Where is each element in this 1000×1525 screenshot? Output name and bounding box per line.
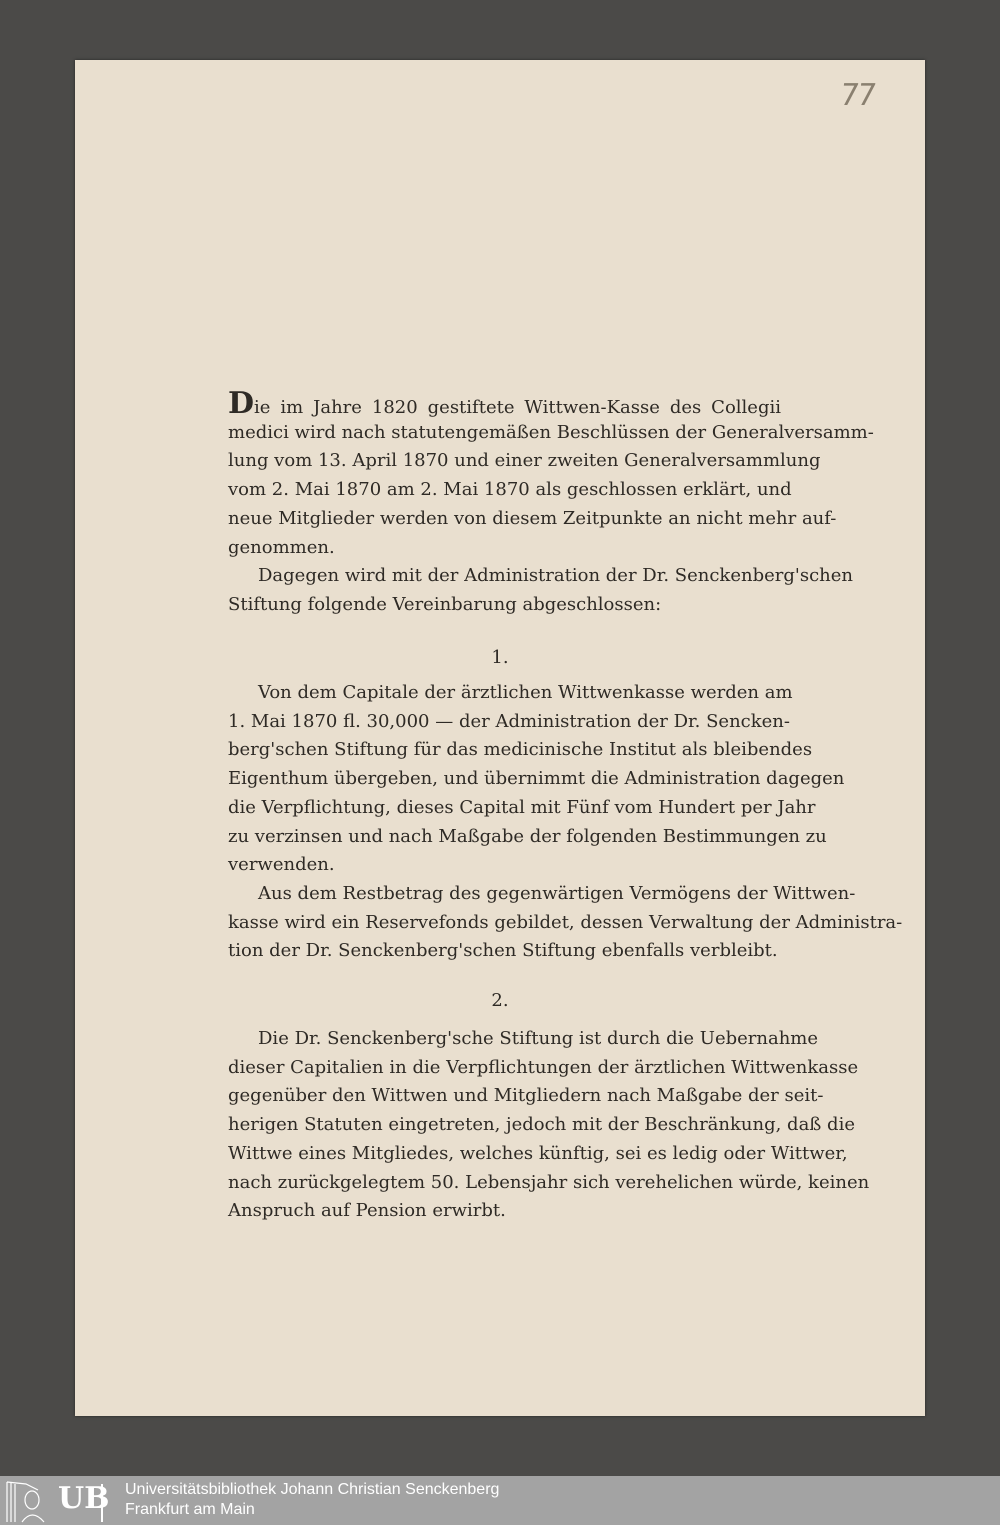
- paragraph-section-2-line: Die Dr. Senckenberg'sche Stiftung ist durch die Uebernahme: [258, 1028, 819, 1049]
- paragraph-section-2-line: herigen Statuten eingetreten, jedoch mit der Beschränkung, daß die: [228, 1114, 855, 1136]
- paragraph-intro-line: medici wird nach statutengemäßen Beschlüssen der Generalversamm-: [228, 421, 874, 443]
- paragraph-section-1-line: 1. Mai 1870 fl. 30,000 — der Administration der Dr. Sencken-: [228, 710, 790, 732]
- paragraph-section-2-line: Anspruch auf Pension erwirbt.: [228, 1200, 506, 1222]
- paragraph-section-1-line: verwenden.: [228, 854, 335, 876]
- paragraph-agreement-line: Stiftung folgende Vereinbarung abgeschlossen:: [228, 593, 662, 615]
- paragraph-section-2-line: dieser Capitalien in die Verpflichtungen der ärztlichen Wittwenkasse: [228, 1056, 859, 1078]
- paragraph-reserve-fund-line: tion der Dr. Senckenberg'schen Stiftung ebenfalls verbleibt.: [228, 940, 778, 962]
- paragraph-section-1-line: die Verpflichtung, dieses Capital mit Fünf vom Hundert per Jahr: [228, 796, 816, 818]
- paragraph-reserve-fund-line: Aus dem Restbetrag des gegenwärtigen Vermögens der Wittwen-: [258, 883, 856, 904]
- paragraph-intro-line: vom 2. Mai 1870 am 2. Mai 1870 als geschlossen erklärt, und: [228, 479, 792, 501]
- paragraph-section-1-line: Von dem Capitale der ärztlichen Wittwenkasse werden am: [258, 682, 793, 703]
- paragraph-agreement-line: Dagegen wird mit der Administration der Dr. Senckenberg'schen: [258, 565, 853, 586]
- drop-cap: D: [228, 386, 255, 421]
- paragraph-section-1-line: Eigenthum übergeben, und übernimmt die Administration dagegen: [228, 768, 845, 790]
- library-footer: [0, 1476, 1000, 1525]
- section-number-2: 2.: [491, 990, 509, 1011]
- paragraph-intro-line: genommen.: [228, 536, 335, 558]
- paragraph-section-2-line: nach zurückgelegtem 50. Lebensjahr sich verehelichen würde, keinen: [228, 1171, 870, 1193]
- paragraph-intro-line: lung vom 13. April 1870 und einer zweiten Generalversammlung: [228, 450, 821, 472]
- paragraph-section-2-line: Wittwe eines Mitgliedes, welches künftig, sei es ledig oder Wittwer,: [228, 1142, 848, 1164]
- library-location: Frankfurt am Main: [125, 1501, 255, 1518]
- paragraph-intro-line: neue Mitglieder werden von diesem Zeitpunkte an nicht mehr auf-: [228, 507, 837, 529]
- handwritten-page-number: 77: [837, 78, 877, 113]
- paragraph-intro-line: Die im Jahre 1820 gestiftete Wittwen-Kasse des Collegii: [228, 386, 781, 421]
- paragraph-section-2-line: gegenüber den Wittwen und Mitgliedern nach Maßgabe der seit-: [228, 1085, 824, 1107]
- paragraph-section-1-line: zu verzinsen und nach Maßgabe der folgenden Bestimmungen zu: [228, 825, 827, 847]
- paragraph-reserve-fund-line: kasse wird ein Reservefonds gebildet, dessen Verwaltung der Administra-: [228, 911, 903, 933]
- logo-text: UB: [58, 1481, 110, 1516]
- library-name: Universitätsbibliothek Johann Christian Senckenberg: [125, 1481, 500, 1498]
- section-number-1: 1.: [491, 647, 509, 668]
- paragraph-section-1-line: berg'schen Stiftung für das medicinische Institut als bleibendes: [228, 739, 813, 761]
